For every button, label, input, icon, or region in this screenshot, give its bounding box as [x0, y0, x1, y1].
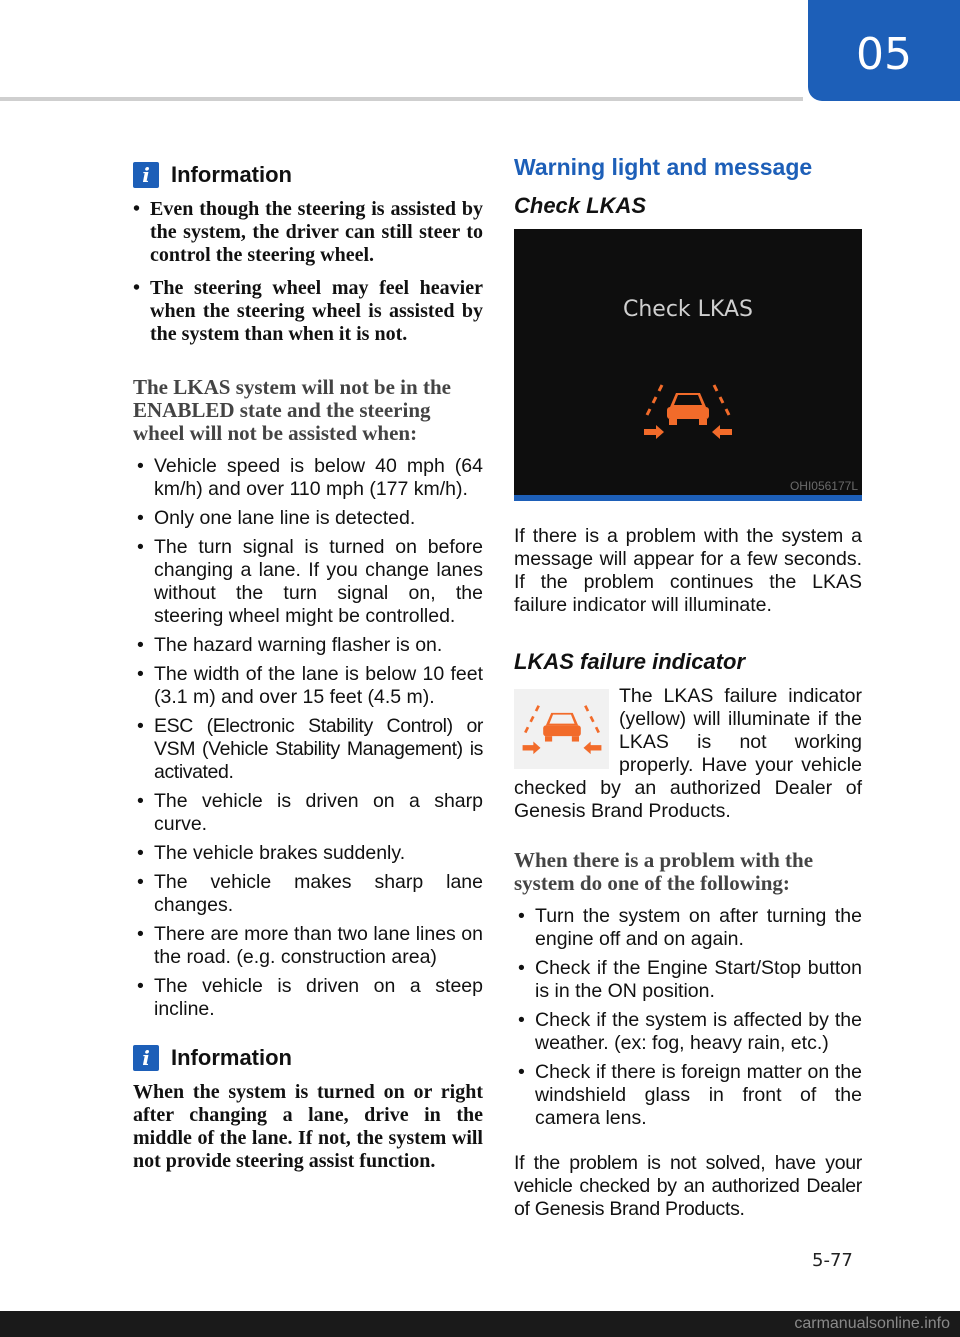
failure-indicator-title: LKAS failure indicator — [514, 649, 746, 674]
info-note: When the system is turned on or right after changing a lane, drive in the middle of the lane. If not, the system will not provide steering assist function. — [133, 1081, 483, 1172]
info-header-2 — [133, 1045, 483, 1071]
check-lkas-text: If there is a problem with the system a message will appear for a few seconds. If the problem continues the LKAS failure indicator will illuminate. — [514, 525, 862, 616]
left-column — [133, 150, 483, 1173]
problem-heading: When there is a problem with the system do one of the following: — [514, 848, 814, 895]
info-title: Information — [171, 1045, 292, 1070]
list-item: • The vehicle makes sharp lane changes. — [133, 871, 483, 917]
page-number: 5-77 — [812, 1250, 853, 1271]
list-item: • The vehicle is driven on a sharp curve. — [133, 790, 483, 836]
failure-indicator-image — [514, 689, 609, 769]
list-item: • Vehicle speed is below 40 mph (64 km/h) and over 110 mph (177 km/h). — [133, 455, 483, 501]
info-header-1 — [133, 162, 483, 188]
chapter-number: 05 — [856, 29, 912, 80]
list-item: • The width of the lane is below 10 feet (3.1 m) and over 15 feet (4.5 m). — [133, 663, 483, 709]
conditions-list — [133, 455, 483, 1021]
list-item: • There are more than two lane lines on the road. (e.g. construction area) — [133, 923, 483, 969]
list-item: • Check if there is foreign matter on the windshield glass in front of the camera lens. — [514, 1061, 862, 1130]
info-icon: i — [133, 162, 159, 188]
list-item: • ESC (Electronic Stability Control) or VSM (Vehicle Stability Management) is activated. — [133, 715, 483, 784]
info-icon: i — [133, 1045, 159, 1071]
lkas-icon — [640, 371, 736, 451]
list-item: • The vehicle is driven on a steep incline. — [133, 975, 483, 1021]
failure-indicator-block — [514, 685, 862, 823]
list-item: • The hazard warning flasher is on. — [133, 634, 483, 657]
cluster-message: Check LKAS — [623, 297, 753, 322]
list-item: • The turn signal is turned on before changing a lane. If you change lanes without the turn signal on, the steering wheel might be controlled. — [133, 536, 483, 628]
check-lkas-title: Check LKAS — [514, 193, 647, 218]
list-item: • The vehicle brakes suddenly. — [133, 842, 483, 865]
info-bullet-list — [133, 198, 483, 346]
info-title: Information — [171, 162, 292, 187]
right-column — [514, 150, 862, 1221]
conditions-heading: The LKAS system will not be in the ENABLED state and the steering wheel will not be assisted when: — [133, 375, 451, 445]
header-rule — [0, 97, 803, 101]
chapter-tab — [808, 0, 960, 101]
problem-steps-list — [514, 905, 862, 1130]
failure-indicator-text: The LKAS failure indicator (yellow) will illuminate if the LKAS is not working properly. Have your vehicle checked by an authorized Dealer of Genesis Brand Products. — [514, 685, 862, 822]
list-item: • Check if the Engine Start/Stop button is in the ON position. — [514, 957, 862, 1003]
closing-text: If the problem is not solved, have your vehicle checked by an authorized Dealer of Genesis Brand Products. — [514, 1152, 862, 1220]
list-item: • The steering wheel may feel heavier when the steering wheel is assisted by the system than when it is not. — [133, 277, 483, 346]
watermark: carmanualsonline.info — [0, 1311, 960, 1337]
image-code: OHI056177L — [789, 479, 858, 493]
section-title: Warning light and message — [514, 154, 813, 180]
lkas-failure-icon — [519, 693, 605, 765]
cluster-display-image — [514, 229, 862, 501]
list-item: • Only one lane line is detected. — [133, 507, 483, 530]
list-item: • Turn the system on after turning the engine off and on again. — [514, 905, 862, 951]
list-item: • Even though the steering is assisted by the system, the driver can still steer to control the steering wheel. — [133, 198, 483, 267]
list-item: • Check if the system is affected by the weather. (ex: fog, heavy rain, etc.) — [514, 1009, 862, 1055]
